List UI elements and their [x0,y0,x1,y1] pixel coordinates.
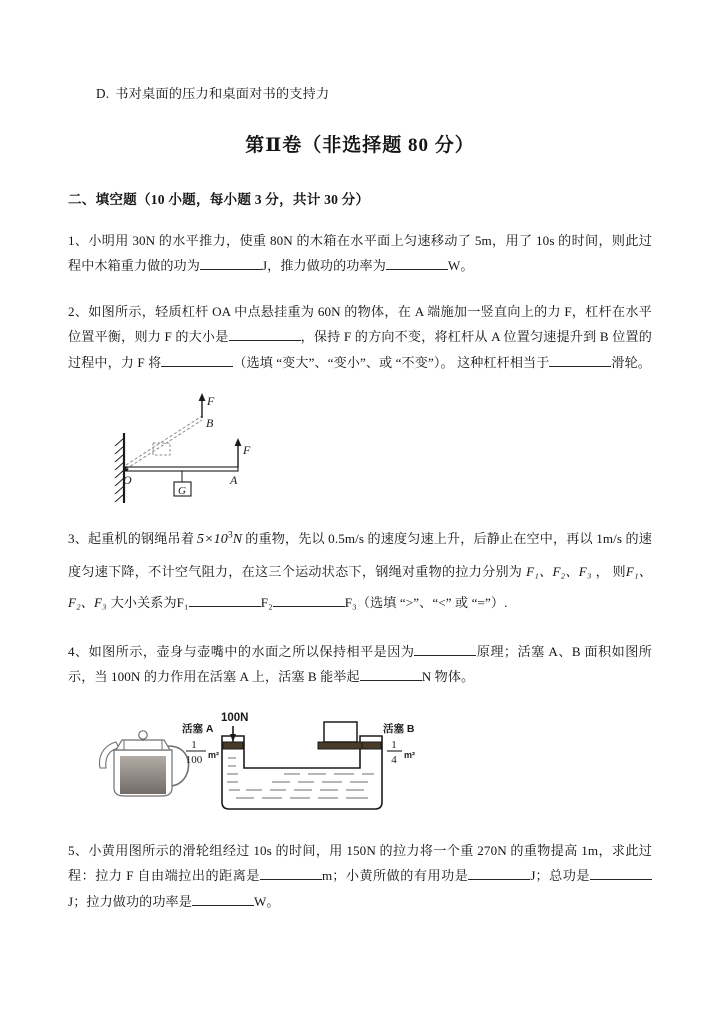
question-2 [68,299,652,376]
question-3-line1-b: 的重物，先以 0.5m/s 的速度匀速上升，后静止在空中，再以 1m/s 的 [245,531,639,547]
area-a-fraction [186,739,219,766]
force-mantissa: 5×10 [197,532,228,548]
question-2-number: 2、 [68,303,89,319]
force-arrow-b-head [199,393,206,401]
weight-box-dashed [153,443,170,455]
answer-blank-q2-1[interactable] [229,327,301,341]
hydraulic-vessel [182,712,415,809]
question-3 [68,524,652,618]
answer-blank-q3-2[interactable] [273,593,345,607]
question-3-number: 3、 [68,531,88,547]
question-3-forces-line3: F₁、F₂、F₃ [68,564,652,611]
label-piston-b: 活塞 B [383,722,415,735]
force-unit: N [232,532,243,548]
question-3-line2-a: 速度匀速下降，不计空气阻力，在这三个运动状态下，钢绳对重物的拉力分别为 [68,531,652,580]
question-3-line3-c: （选填 “>”、“<” 或 “=”）. [356,595,508,611]
teapot-infuser [120,756,166,794]
question-5-line1: 小黄用图所示的滑轮组经过 10s 的时间，用 150N 的拉力将一个重 270N 的重物提高 1m，求此过程： [68,842,653,884]
force-exponent: 3 [227,530,233,541]
question-4-line2-a: 当 100N 的力作用在活塞 A 上，活塞 B 能举起 [94,669,360,685]
answer-blank-q5-3[interactable] [590,866,652,880]
label-point-o: O [123,473,132,488]
teapot-knob [139,731,147,739]
answer-blank-q4-1[interactable] [414,642,476,656]
teapot-illustration [100,731,189,796]
question-3-forces-inline: F₁、F₂、F₃ [526,564,592,580]
answer-blank-q2-2[interactable] [161,353,233,367]
label-weight-g: G [178,485,186,498]
force-arrow-a-head [235,438,242,446]
question-2-line2-a: 置平衡，则力 F 的大小是 [81,329,229,345]
answer-blank-q3-1[interactable] [189,593,261,607]
figure-lever-diagram [90,389,325,504]
question-1-number: 1、 [68,232,89,248]
area-b-fraction [387,739,415,766]
question-1-line1: 小明用 30N 的水平推力，使重 80N 的木箱在水平面上匀速移动了 5m，用了 10s 的时间，则此过程 [68,232,653,274]
label-point-a: A [230,473,238,488]
piston-b-plug [318,742,362,749]
answer-blank-q5-2[interactable] [468,866,530,880]
question-4-line1-b: 原理；活塞 A、B 面积如图所示， [68,643,652,685]
area-a-denominator: 100 [185,753,203,766]
section-heading-fill-in-blank: 二、填空题（10 小题，每小题 3 分，共计 30 分） [68,191,370,207]
area-a-unit: m² [208,749,219,760]
question-1-line2-c: W。 [447,258,474,274]
wall-hatch [115,438,124,502]
answer-blank-q1-1[interactable] [200,256,262,270]
label-force-right: F [243,443,251,458]
question-5-line2-c: J；总功是 [530,868,590,884]
question-4-number: 4、 [68,643,89,659]
question-1-line2-a: 中木箱重力做的功为 [81,258,200,274]
piston-a-plug [223,742,243,749]
area-b-denominator: 4 [391,753,397,766]
area-b-unit: m² [404,749,415,760]
question-3-line1-a: 起重机的钢绳吊着 [87,531,194,547]
question-4-line1-a: 如图所示，壶身与壶嘴中的水面之所以保持相平是因为 [88,643,415,659]
answer-blank-q2-3[interactable] [549,353,611,367]
question-3-f1: F₁ [176,595,189,611]
question-2-line3-c: 滑轮。 [611,354,652,370]
question-3-f3: F₃ [344,595,357,611]
question-3-line2-b: ， 则 [595,564,626,580]
lever-svg [90,389,325,504]
question-1-line2-b: J，推力做功的功率为 [261,258,386,274]
option-d-label: D. [96,86,110,101]
question-5-line2-a: 拉力 F 自由端拉出的距离是 [95,868,260,884]
question-2-line3-a: 力 F 将 [120,354,162,370]
question-5-line2-d: J；拉力 [68,894,113,909]
label-force-top: F [207,394,215,409]
question-4-line2-b: N 物体。 [421,669,475,685]
question-5 [68,838,652,915]
answer-blank-q5-4[interactable] [192,892,254,906]
area-a-numerator: 1 [191,738,197,751]
question-3-f2: F₂ [260,595,273,611]
question-2-line2-b: ，保持 F 的方向不变，将杠杆从 A 位置匀速提升到 B 位置的过程中， [68,329,652,370]
answer-blank-q1-2[interactable] [386,256,448,270]
question-3-line3-b: 大小关系为 [110,595,177,611]
page-content [68,0,652,915]
lever-bar-horizontal [125,467,238,471]
question-4 [68,639,652,690]
volume-title: 第Ⅱ卷（非选择题 80 分） [245,134,475,156]
question-5-line3-a: 做功的功率是 [112,894,192,909]
question-5-line2-b: m；小黄所做的有用功是 [321,868,469,884]
option-d-text: 书对桌面的压力和桌面对书的支持力 [115,86,330,101]
question-5-line3-b: W。 [253,894,280,909]
figure-teapot-hydraulic [86,706,426,818]
question-5-number: 5、 [68,842,89,858]
answer-blank-q5-1[interactable] [260,866,322,880]
teapot-hydraulic-svg [86,706,426,818]
question-2-line3-b: （选填 “变大”、“变小”、或 “不变”）。 这种杠杆相当于 [233,354,550,370]
label-point-b: B [206,416,214,431]
object-block-on-piston-b [324,722,357,742]
option-d-line [68,84,652,104]
label-piston-a: 活塞 A [182,722,214,735]
area-b-numerator: 1 [391,738,397,751]
question-3-force-value [194,532,245,547]
question-1 [68,228,652,279]
answer-blank-q4-2[interactable] [360,667,422,681]
label-applied-force: 100N [221,711,249,724]
question-2-line1: 如图所示，轻质杠杆 OA 中点悬挂重为 60N 的物体，在 A 端施加一竖直向上的力 F，杠杆在水平位 [68,303,652,345]
piston-b-plug-right [361,742,381,749]
